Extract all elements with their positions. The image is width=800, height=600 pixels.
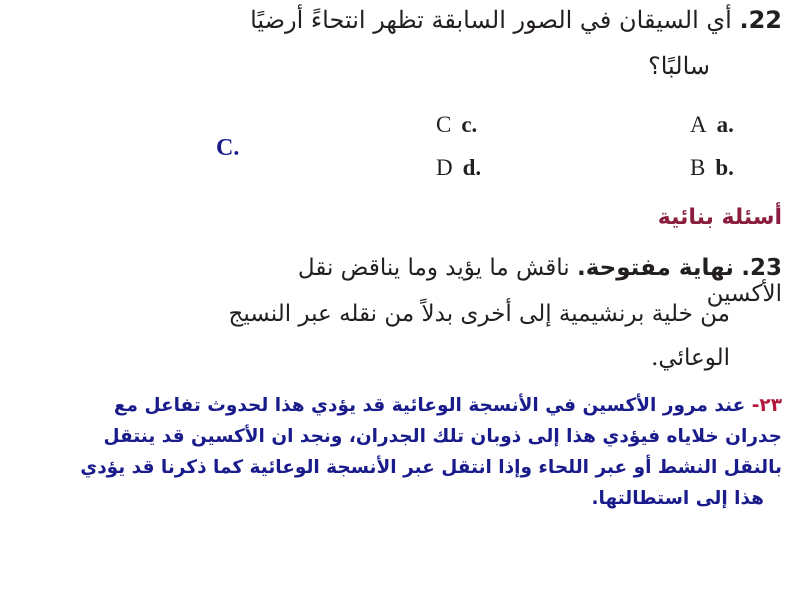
question-23-line3: الوعائي. bbox=[651, 345, 730, 371]
option-c-value: C bbox=[436, 112, 452, 137]
option-a bbox=[690, 112, 734, 138]
option-d-value: D bbox=[436, 155, 453, 180]
answer-23-line4: هذا إلى استطالتها. bbox=[591, 488, 764, 509]
question-23-line1-text: ناقش ما يؤيد وما يناقض نقل الأكسين bbox=[297, 255, 782, 307]
question-23-number: 23. bbox=[741, 255, 782, 281]
option-a-value: A bbox=[690, 112, 707, 137]
question-22-answer: C. bbox=[216, 135, 240, 161]
option-d-letter: d. bbox=[462, 155, 482, 180]
option-b bbox=[690, 155, 734, 181]
section-title: أسئلة بنائية bbox=[657, 205, 782, 230]
question-22-text bbox=[222, 6, 782, 34]
answer-23-number: ٢٣- bbox=[751, 395, 782, 416]
answer-23-line3: بالنقل النشط أو عبر اللحاء وإذا انتقل عبر الأنسجة الوعائية كما ذكرنا قد يؤدي bbox=[80, 457, 782, 478]
question-23-line1 bbox=[222, 255, 782, 307]
answer-23-line1-text: عند مرور الأكسين في الأنسجة الوعائية قد يؤدي هذا لحدوث تفاعل مع bbox=[113, 395, 746, 416]
question-22-number: 22. bbox=[739, 6, 782, 34]
option-c-letter: c. bbox=[461, 112, 478, 137]
option-c bbox=[436, 112, 477, 138]
question-23-heading: نهاية مفتوحة. bbox=[577, 255, 734, 281]
answer-23-line1 bbox=[82, 395, 782, 416]
option-d bbox=[436, 155, 481, 181]
question-22-line2: سالبًا؟ bbox=[647, 52, 710, 80]
question-23-line2: من خلية برنشيمية إلى أخرى بدلاً من نقله عبر النسيج bbox=[228, 301, 730, 327]
option-a-letter: a. bbox=[716, 112, 734, 137]
option-b-value: B bbox=[690, 155, 706, 180]
option-b-letter: b. bbox=[715, 155, 734, 180]
answer-23-line2: جدران خلاياه فيؤدي هذا إلى ذوبان تلك الجدران، ونجد ان الأكسين قد ينتقل bbox=[103, 426, 782, 447]
question-22-line1: أي السيقان في الصور السابقة تظهر انتحاءً أرضيًا bbox=[250, 6, 732, 34]
